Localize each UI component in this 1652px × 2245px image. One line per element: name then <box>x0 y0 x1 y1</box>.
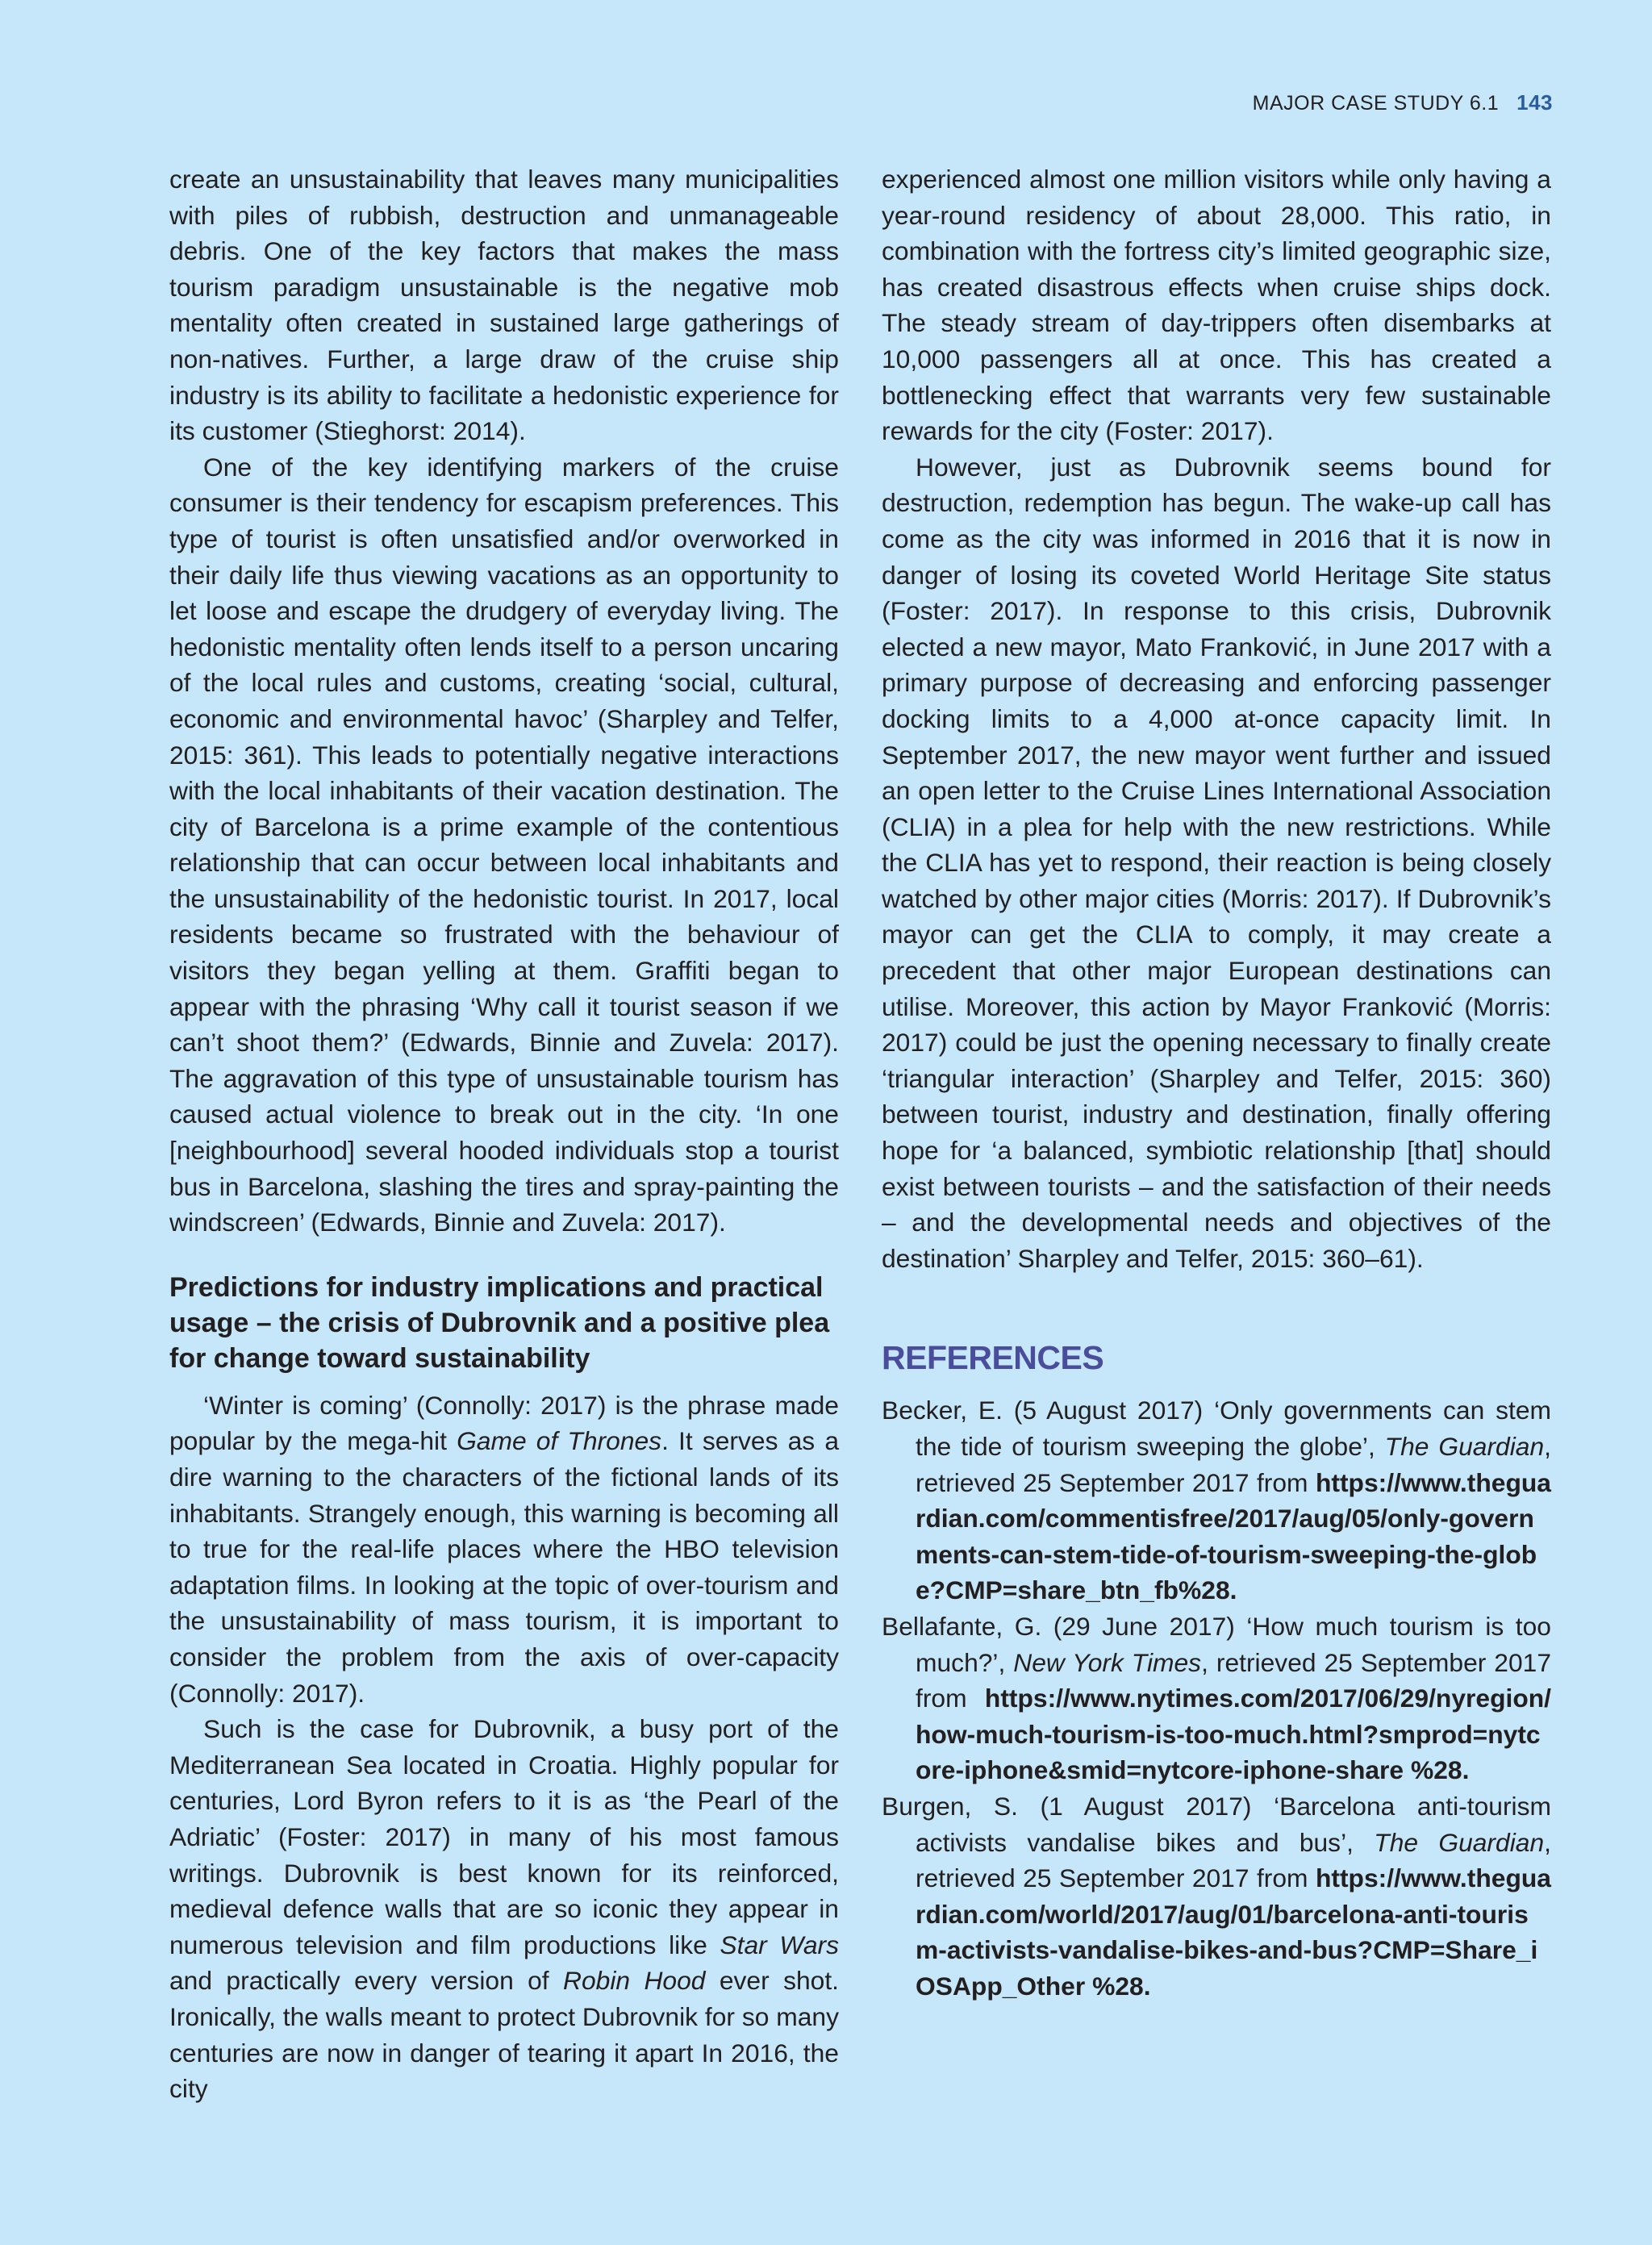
section-heading: Predictions for industry implications and practical usage – the crisis of Dubrovnik and a positive plea for change toward sustainability <box>169 1271 830 1374</box>
italic-title: Game of Thrones <box>457 1426 662 1456</box>
section-label: MAJOR CASE STUDY 6.1 <box>1252 92 1500 115</box>
page-number: 143 <box>1516 90 1553 115</box>
italic-title: Star Wars <box>720 1930 839 1959</box>
reference-entry: Burgen, S. (1 August 2017) ‘Barcelona anti-tourism activists vandalise bikes and bus’, The Guardian, retrieved 25 September 2017 from https://www.theguardian.com/world/2017/aug/01/barcelona-anti-tourism-activists-vandalise-bikes-and-bus?CMP=Share_iOSApp_Other %28. <box>882 1791 1551 2001</box>
reference-entry: Becker, E. (5 August 2017) ‘Only governments can stem the tide of tourism sweeping the globe’, The Guardian, retrieved 25 September 2017 from https://www.theguardian.com/commentisfree/2017/aug/05/only-governments-can-stem-tide-of-tourism-sweeping-the-globe?CMP=share_btn_fb%28. <box>882 1396 1551 1605</box>
paragraph: One of the key identifying markers of the cruise consumer is their tendency for escapism preferences. This type of tourist is often unsatisfied and/or overworked in their daily life thus viewing vacations as an opportunity to let loose and escape the drudgery of everyday living. The hedonistic mentality often lends itself to a person uncaring of the local rules and customs, creating ‘social, cultural, economic and environmental havoc’ (Sharpley and Telfer, 2015: 361). This leads to potentially negative interactions with the local inhabitants of their vacation destination. The city of Barcelona is a prime example of the contentious relationship that can occur between local inhabitants and the unsustainability of the hedonistic tourist. In 2017, local residents became so frustrated with the behaviour of visitors they began yelling at them. Graffiti began to appear with the phrasing ‘Why call it tourist season if we can’t shoot them?’ (Edwards, Binnie and Zuvela: 2017). The aggravation of this type of unsustainable tourism has caused actual violence to break out in the city. ‘In one [neighbourhood] several hooded individuals stop a tourist bus in Barcelona, slashing the tires and spray-painting the windscreen’ (Edwards, Binnie and Zuvela: 2017). <box>169 452 839 1237</box>
right-column <box>882 161 1551 2005</box>
italic-title: Robin Hood <box>563 1966 706 1996</box>
paragraph: However, just as Dubrovnik seems bound for destruction, redemption has begun. The wake-up call has come as the city was informed in 2016 that it is now in danger of losing its coveted World Heritage Site status (Foster: 2017). In response to this crisis, Dubrovnik elected a new mayor, Mato Franković, in June 2017 with a primary purpose of decreasing and enforcing passenger docking limits to a 4,000 at-once capacity limit. In September 2017, the new mayor went further and issued an open letter to the Cruise Lines International Association (CLIA) in a plea for help with the new restrictions. While the CLIA has yet to respond, their reaction is being closely watched by other major cities (Morris: 2017). If Dubrovnik’s mayor can get the CLIA to comply, it may create a precedent that other major European destinations can utilise. Moreover, this action by Mayor Franković (Morris: 2017) could be just the opening necessary to finally create ‘triangular interaction’ (Sharpley and Telfer, 2015: 360) between tourist, industry and destination, finally offering hope for ‘a balanced, symbiotic relationship [that] should exist between tourists – and the satisfaction of their needs – and the developmental needs and objectives of the destination’ Sharpley and Telfer, 2015: 360–61). <box>882 452 1551 1273</box>
running-head <box>1253 90 1553 115</box>
paragraph: experienced almost one million visitors while only having a year-round residency of about 28,000. This ratio, in combination with the fortress city’s limited geographic size, has created disastrous effects when cruise ships dock. The steady stream of day-trippers often disembarks at 10,000 passengers all at once. This has created a bottlenecking effect that warrants very few sustainable rewards for the city (Foster: 2017). <box>882 165 1551 446</box>
paragraph: ‘Winter is coming’ (Connolly: 2017) is the phrase made popular by the mega-hit Game of Thrones. It serves as a dire warning to the characters of the fictional lands of its inhabitants. Strangely enough, this warning is becoming all to true for the real-life places where the HBO television adaptation films. In looking at the topic of over-tourism and the unsustainability of mass tourism, it is important to consider the problem from the axis of over-capacity (Connolly: 2017). <box>169 1390 840 1708</box>
reference-link[interactable]: https://www.nytimes.com/2017/06/29/nyregion/how-much-tourism-is-too-much.html?smprod=nytcore-iphone&smid=nytcore-iphone-share %28. <box>916 1684 1551 1785</box>
reference-link[interactable]: https://www.theguardian.com/commentisfree/2017/aug/05/only-governments-can-stem-tide-of-tourism-sweeping-the-globe?CMP=share_btn_fb%28. <box>916 1467 1551 1605</box>
left-column <box>169 161 839 2107</box>
references-heading: REFERENCES <box>882 1339 1104 1377</box>
paragraph: Such is the case for Dubrovnik, a busy port of the Mediterranean Sea located in Croatia. Highly popular for centuries, Lord Byron refers to it is as ‘the Pearl of the Adriatic’ (Foster: 2017) in many of his most famous writings. Dubrovnik is best known for its reinforced, medieval defence walls that are so iconic they appear in numerous television and film productions like Star Wars and practically every version of Robin Hood ever shot. Ironically, the walls meant to protect Dubrovnik for so many centuries are now in danger of tearing it apart In 2016, the city <box>169 1714 840 2104</box>
reference-entry: Bellafante, G. (29 June 2017) ‘How much tourism is too much?’, New York Times, retrieved 25 September 2017 from https://www.nytimes.com/2017/06/29/nyregion/how-much-tourism-is-too-much.html?smprod=nytcore-iphone&smid=nytcore-iphone-share %28. <box>882 1611 1552 1785</box>
paragraph: create an unsustainability that leaves many municipalities with piles of rubbish, destruction and unmanageable debris. One of the key factors that makes the mass tourism paradigm unsustainable is the negative mob mentality often created in sustained large gatherings of non-natives. Further, a large draw of the cruise ship industry is its ability to facilitate a hedonistic experience for its customer (Stieghorst: 2014). <box>169 165 839 446</box>
reference-link[interactable]: https://www.theguardian.com/world/2017/aug/01/barcelona-anti-tourism-activists-vandalise-bikes-and-bus?CMP=Share_iOSApp_Other %28. <box>916 1863 1551 2001</box>
